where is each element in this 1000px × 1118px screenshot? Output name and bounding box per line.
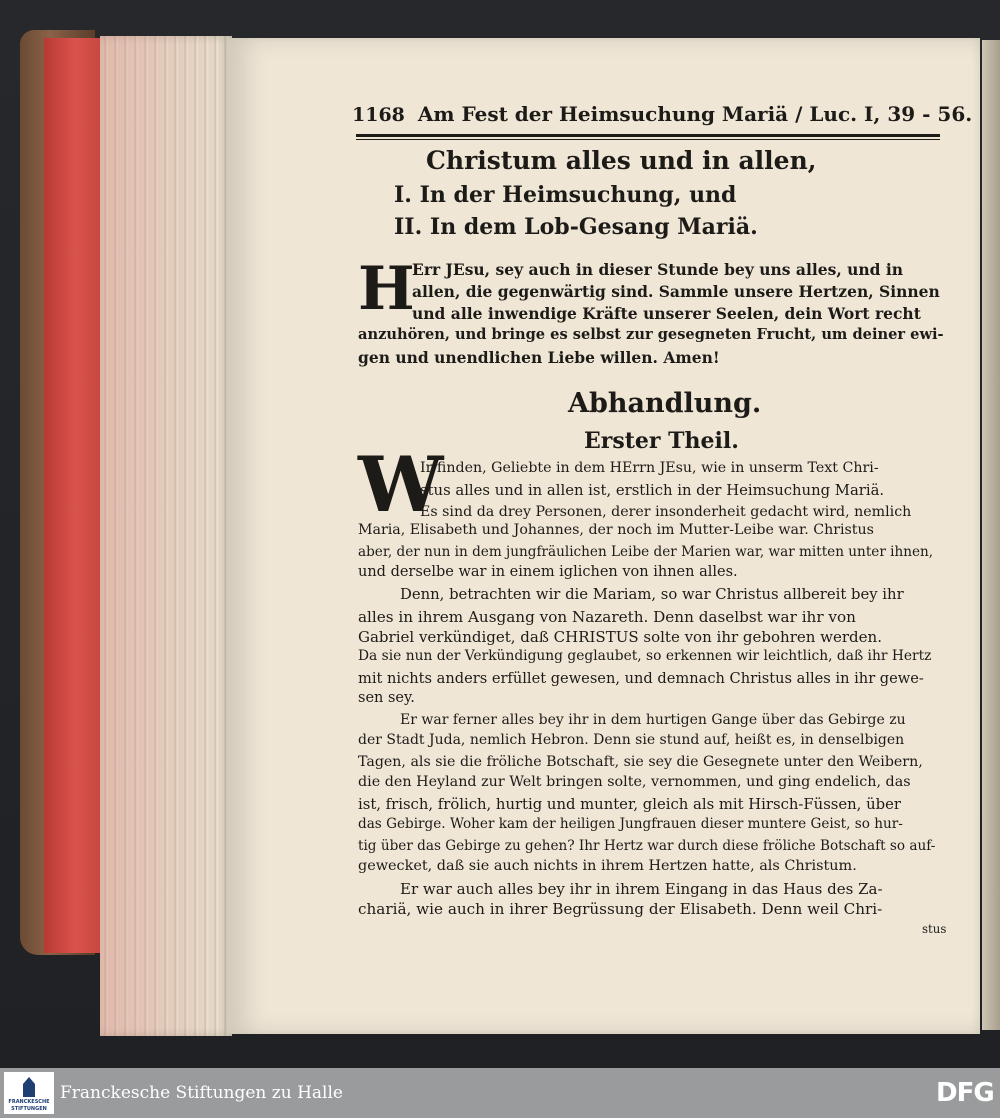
- body-line: ist, frisch, frölich, hurtig und munter, gleich als mit Hirsch-Füssen, über: [358, 796, 901, 813]
- page-stack-tint: [100, 36, 232, 1036]
- sermon-part-2: II. In dem Lob-Gesang Mariä.: [394, 214, 758, 240]
- body-line: sen sey.: [358, 690, 415, 706]
- page-right-edge: [982, 40, 1000, 1030]
- book-red-edge: [44, 38, 106, 953]
- body-line: gewecket, daß sie auch nichts in ihrem Hertzen hatte, als Christum.: [358, 858, 857, 874]
- body-line: Da sie nun der Verkündigung geglaubet, so erkennen wir leichtlich, daß ihr Hertz: [358, 648, 932, 664]
- body-line: Er war auch alles bey ihr in ihrem Eingang in das Haus des Za-: [400, 880, 883, 898]
- page-number: 1168: [352, 104, 405, 126]
- logo-line-1: FRANCKESCHE: [8, 1099, 50, 1105]
- body-line: Tagen, als sie die fröliche Botschaft, sie sey die Gesegnete unter den Weibern,: [358, 754, 923, 770]
- body-line: und derselbe war in einem iglichen von ihnen alles.: [358, 564, 738, 580]
- body-line: Er war ferner alles bey ihr in dem hurtigen Gange über das Gebirge zu: [400, 712, 906, 728]
- institution-name[interactable]: Franckesche Stiftungen zu Halle: [60, 1083, 343, 1103]
- body-line: Es sind da drey Personen, derer insonderheit gedacht wird, nemlich: [420, 504, 912, 520]
- body-line: Maria, Elisabeth und Johannes, der noch im Mutter-Leibe war. Christus: [358, 522, 874, 538]
- body-line: Ir finden, Geliebte in dem HErrn JEsu, wie in unserm Text Chri-: [420, 460, 879, 476]
- prayer-line: Err JEsu, sey auch in dieser Stunde bey uns alles, und in: [412, 260, 904, 279]
- body-line: tig über das Gebirge zu gehen? Ihr Hertz war durch diese fröliche Botschaft so auf-: [358, 838, 936, 854]
- running-head-text: Am Fest der Heimsuchung Mariä / Luc. I, 39 - 56.: [417, 102, 973, 126]
- prayer-line: allen, die gegenwärtig sind. Sammle unsere Hertzen, Sinnen: [412, 282, 940, 301]
- logo-line-2: STIFTUNGEN: [11, 1106, 47, 1112]
- running-head: [352, 102, 973, 138]
- prayer-line: und alle inwendige Kräfte unserer Seelen, dein Wort recht: [412, 304, 921, 323]
- prayer-line: gen und unendlichen Liebe willen. Amen!: [358, 348, 720, 367]
- dfg-logo[interactable]: DFG: [936, 1078, 994, 1108]
- header-rule: [356, 134, 940, 137]
- viewer-footer: [0, 1068, 1000, 1118]
- header-rule-thin: [356, 139, 940, 140]
- body-line: stus: [922, 922, 947, 936]
- body-line: aber, der nun in dem jungfräulichen Leibe der Marien war, war mitten unter ihnen,: [358, 544, 934, 560]
- body-line: stus alles und in allen ist, erstlich in der Heimsuchung Mariä.: [420, 482, 885, 499]
- building-icon: [23, 1077, 35, 1097]
- body-line: Gabriel verkündiget, daß CHRISTUS solte von ihr gebohren werden.: [358, 628, 882, 646]
- sermon-title: Christum alles und in allen,: [426, 146, 817, 175]
- prayer-line: anzuhören, und bringe es selbst zur gesegneten Frucht, um deiner ewi-: [358, 326, 944, 343]
- prayer-initial: H: [358, 254, 415, 324]
- section-heading: Abhandlung.: [568, 388, 762, 419]
- section-subheading: Erster Theil.: [584, 428, 739, 454]
- body-line: Denn, betrachten wir die Mariam, so war Christus allbereit bey ihr: [400, 586, 904, 603]
- institution-logo[interactable]: [4, 1072, 54, 1114]
- sermon-part-1: I. In der Heimsuchung, und: [394, 182, 737, 208]
- body-line: der Stadt Juda, nemlich Hebron. Denn sie stund auf, heißt es, in denselbigen: [358, 732, 905, 748]
- body-initial: W: [358, 440, 444, 529]
- body-line: chariä, wie auch in ihrer Begrüssung der Elisabeth. Denn weil Chri-: [358, 900, 883, 918]
- body-line: mit nichts anders erfüllet gewesen, und demnach Christus alles in ihr gewe-: [358, 670, 924, 687]
- body-line: alles in ihrem Ausgang von Nazareth. Denn daselbst war ihr von: [358, 608, 856, 626]
- body-line: das Gebirge. Woher kam der heiligen Jungfrauen dieser muntere Geist, so hur-: [358, 816, 903, 832]
- body-line: die den Heyland zur Welt bringen solte, vernommen, und ging endelich, das: [358, 774, 911, 790]
